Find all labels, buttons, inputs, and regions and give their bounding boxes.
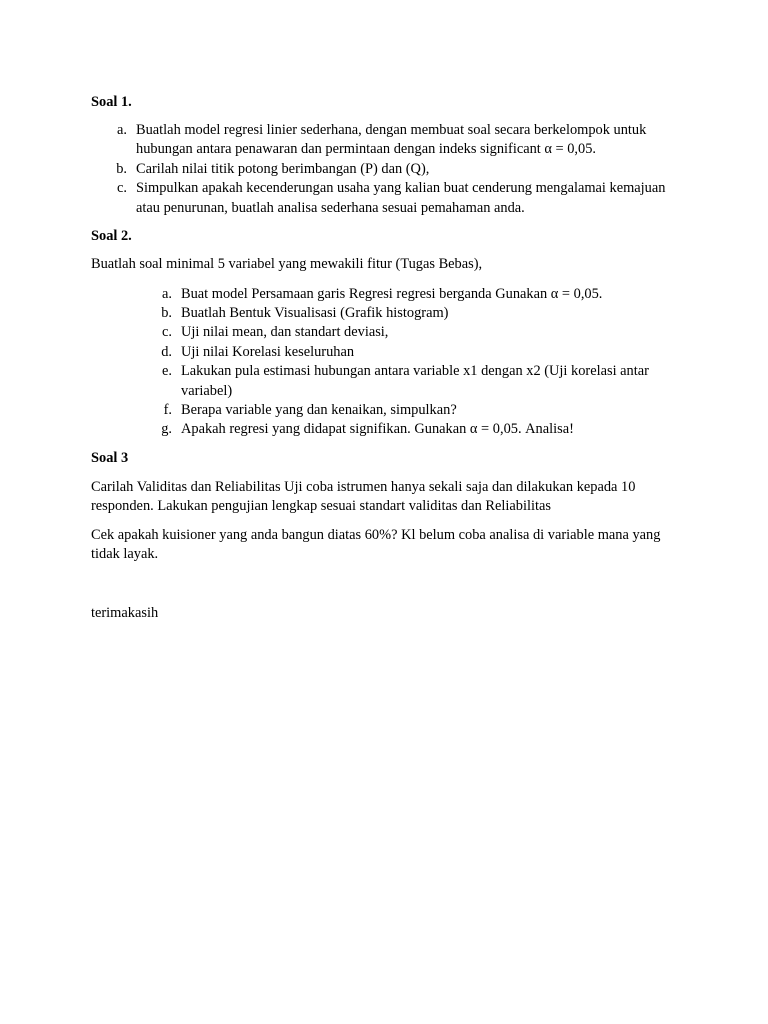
list-item-text: Simpulkan apakah kecenderungan usaha yang kalian buat cenderung mengalamai kemajuan atau penurunan, buatlah analisa sederhana sesuai pemahaman anda. [136,180,666,216]
list-marker: b. [116,160,127,177]
list-item-text: Buatlah model regresi linier sederhana, dengan membuat soal secara berkelompok untuk hubungan antara penawaran dan permintaan dengan indeks significant α = 0,05. [136,122,647,158]
soal-1-list [91,121,681,218]
list-item-text: Berapa variable yang dan kenaikan, simpulkan? [181,401,457,418]
list-item [91,160,681,179]
soal-3-paragraph-1: Carilah Validitas dan Reliabilitas Uji coba istrumen hanya sekali saja dan dilakukan kepada 10 responden. Lakukan pengujian lengkap sesuai standart validitas dan Reliabilitas [91,478,636,515]
soal-3-heading: Soal 3 [91,449,129,466]
list-item [91,304,681,323]
list-item-text: Lakukan pula estimasi hubungan antara variable x1 dengan x2 (Uji korelasi antar variabel) [181,363,649,399]
list-marker: a. [162,285,172,302]
list-marker: g. [161,421,172,438]
list-item [91,285,681,304]
list-marker: c. [117,180,127,197]
list-item [91,323,681,342]
list-marker: b. [161,304,172,321]
list-item [91,343,681,362]
soal-2-list [91,285,681,440]
soal-3-paragraph-2: Cek apakah kuisioner yang anda bangun diatas 60%? Kl belum coba analisa di variable mana yang tidak layak. [91,526,661,563]
list-item-text: Buatlah Bentuk Visualisasi (Grafik histogram) [181,304,449,321]
list-item-text: Carilah nilai titik potong berimbangan (P) dan (Q), [136,160,430,177]
list-item-text: Apakah regresi yang didapat signifikan. Gunakan α = 0,05. Analisa! [181,421,574,438]
list-marker: a. [117,122,127,138]
soal-2-intro: Buatlah soal minimal 5 variabel yang mewakili fitur (Tugas Bebas), [91,256,483,273]
closing-text: terimakasih [91,604,159,621]
soal-1-heading: Soal 1. [91,94,132,110]
list-marker: d. [161,343,172,360]
soal-2-heading: Soal 2. [91,228,132,245]
list-marker: f. [163,401,172,418]
list-item [91,401,681,420]
list-item-text: Uji nilai Korelasi keseluruhan [181,343,355,360]
list-item [91,121,681,160]
list-item [91,179,681,218]
list-item-text: Buat model Persamaan garis Regresi regresi berganda Gunakan α = 0,05. [181,285,603,302]
list-item [91,362,681,401]
list-marker: c. [162,324,172,341]
document-page [91,93,681,623]
list-item [91,420,681,439]
list-item-text: Uji nilai mean, dan standart deviasi, [181,324,389,341]
list-marker: e. [162,363,172,380]
